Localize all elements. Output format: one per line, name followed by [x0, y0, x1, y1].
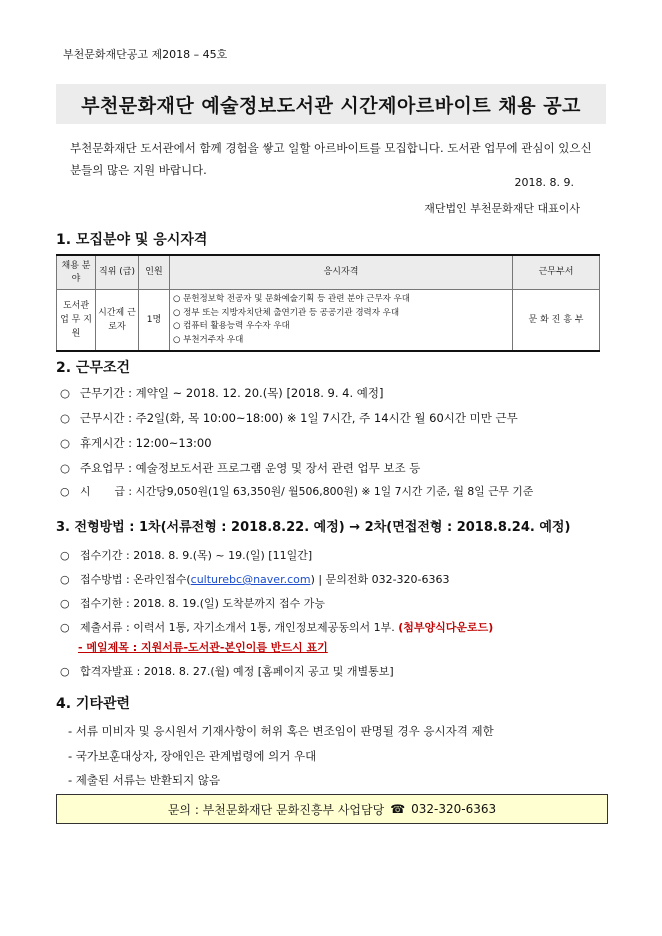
notice-signer: 재단법인 부천문화재단 대표이사 [424, 202, 580, 215]
selection-item: ○ 합격자발표 : 2018. 8. 27.(월) 예정 [홈페이지 공고 및 개별통보] [60, 665, 394, 678]
condition-item: ○ 근무기간 : 계약일 ~ 2018. 12. 20.(목) [2018. 9. 4. 예정] [60, 386, 384, 400]
circle-bullet-icon: ○ [60, 665, 70, 678]
condition-item: ○ 시 급 : 시간당9,050원(1일 63,350원/ 월506,800원) ※ 1일 7시간 기준, 월 8일 근무 기준 [60, 485, 534, 498]
email-link[interactable]: culturebc@naver.com [190, 573, 311, 586]
circle-bullet-icon: ○ [60, 461, 71, 475]
etc-item: - 국가보훈대상자, 장애인은 관계법령에 의거 우대 [68, 749, 317, 763]
selection-item: ○ 접수기한 : 2018. 8. 19.(일) 도착분까지 접수 가능 [60, 597, 326, 610]
condition-text: 예술정보도서관 프로그램 운영 및 장서 관련 업무 보조 등 [135, 461, 421, 475]
cell-position: 시간제 근로자 [96, 290, 139, 352]
cell-qualifications [170, 290, 513, 352]
notice-date: 2018. 8. 9. [514, 176, 574, 189]
section-heading-selection: 3. 전형방법 : 1차(서류전형 : 2018.8.22. 예정) → 2차(면접전형 : 2018.8.24. 예정) [56, 520, 571, 535]
selection-label: 접수기간 [80, 549, 123, 562]
page-title-text: 부천문화재단 예술정보도서관 시간제아르바이트 채용 공고 [81, 94, 581, 117]
contact-box [56, 794, 608, 824]
qualification-item: ○ 문헌정보학 전공자 및 문화예술기획 등 관련 분야 근무자 우대 [173, 294, 411, 304]
condition-item: ○ 주요업무 : 예술정보도서관 프로그램 운영 및 장서 관련 업무 보조 등 [60, 461, 421, 475]
cell-field: 도서관 업 무 지 원 [57, 290, 96, 352]
circle-bullet-icon: ○ [60, 621, 70, 634]
selection-text: 2018. 8. 27.(월) 예정 [홈페이지 공고 및 개별통보] [143, 665, 394, 678]
qualification-item: ○ 컴퓨터 활용능력 우수자 우대 [173, 321, 290, 331]
section-heading-conditions: 2. 근무조건 [56, 360, 131, 376]
condition-text: 계약일 ~ 2018. 12. 20.(목) [2018. 9. 4. 예정] [135, 386, 384, 400]
selection-label: 합격자발표 [80, 665, 134, 678]
section-heading-recruitment: 1. 모집분야 및 응시자격 [56, 232, 208, 248]
selection-text: 온라인접수( [133, 573, 191, 586]
selection-text: 2018. 8. 9.(목) ~ 19.(일) [11일간] [133, 549, 313, 562]
mail-subject-note: - 메일제목 : 지원서류-도서관-본인이름 반드시 표기 [78, 641, 328, 654]
table-header-row [57, 255, 600, 290]
phone-icon: ☎ [390, 802, 406, 816]
condition-item: ○ 휴게시간 : 12:00~13:00 [60, 436, 212, 450]
selection-item: ○ 접수방법 : 온라인접수(culturebc@naver.com) | 문의전화 032-320-6363 [60, 573, 450, 586]
cell-count: 1명 [139, 290, 170, 352]
selection-text: 2018. 8. 19.(일) 도착분까지 접수 가능 [133, 597, 326, 610]
circle-bullet-icon: ○ [60, 436, 71, 450]
condition-label: 휴게시간 [80, 436, 125, 450]
header-qualification: 응시자격 [170, 255, 513, 290]
header-field: 채용 분야 [57, 255, 96, 290]
cell-dept: 문 화 진 흥 부 [513, 290, 600, 352]
selection-label: 제출서류 [80, 621, 123, 634]
condition-text: 12:00~13:00 [135, 436, 212, 450]
qualification-item: ○ 부천거주자 우대 [173, 334, 244, 345]
notice-number: 부천문화재단공고 제2018 – 45호 [63, 48, 228, 61]
circle-bullet-icon: ○ [60, 411, 71, 425]
selection-item: ○ 접수기간 : 2018. 8. 9.(목) ~ 19.(일) [11일간] [60, 549, 313, 562]
condition-label: 시 급 [80, 485, 125, 498]
condition-item: ○ 근무시간 : 주2일(화, 목 10:00~18:00) ※ 1일 7시간, 주 14시간 월 60시간 미만 근무 [60, 411, 518, 425]
table-row [57, 290, 600, 352]
selection-label: 접수기한 [80, 597, 123, 610]
condition-text: 주2일(화, 목 10:00~18:00) ※ 1일 7시간, 주 14시간 월 60시간 미만 근무 [135, 411, 518, 425]
selection-text: ) | 문의전화 032-320-6363 [310, 573, 450, 586]
circle-bullet-icon: ○ [60, 573, 70, 586]
contact-phone: 032-320-6363 [411, 802, 497, 816]
selection-item: ○ 제출서류 : 이력서 1통, 자기소개서 1통, 개인정보제공동의서 1부. (첨부양식다운로드) [60, 621, 494, 634]
circle-bullet-icon: ○ [60, 597, 70, 610]
recruitment-table [56, 254, 600, 352]
header-dept: 근무부서 [513, 255, 600, 290]
circle-bullet-icon: ○ [60, 549, 70, 562]
qualification-item: ○ 정부 또는 지방자치단체 출연기관 등 공공기관 경력자 우대 [173, 307, 400, 318]
contact-text: 문의 : 부천문화재단 문화진흥부 사업담당 [167, 802, 385, 817]
selection-label: 접수방법 [80, 573, 123, 586]
header-position: 직위 (급) [96, 255, 139, 290]
intro-text: 부천문화재단 도서관에서 함께 경험을 쌓고 일할 아르바이트를 모집합니다. 도서관 업무에 관심이 있으신 분들의 많은 지원 바랍니다. [70, 141, 592, 177]
etc-item: - 제출된 서류는 반환되지 않음 [68, 773, 221, 787]
condition-label: 근무시간 [80, 411, 125, 425]
condition-text: 시간당9,050원(1일 63,350원/ 월506,800원) ※ 1일 7시간 기준, 월 8일 근무 기준 [135, 485, 534, 498]
condition-label: 근무기간 [80, 386, 125, 400]
circle-bullet-icon: ○ [60, 485, 70, 498]
header-count: 인원 [139, 255, 170, 290]
selection-text: 이력서 1통, 자기소개서 1통, 개인정보제공동의서 1부. [133, 621, 399, 634]
condition-label: 주요업무 [80, 461, 125, 475]
page-title [56, 84, 606, 124]
circle-bullet-icon: ○ [60, 386, 71, 400]
section-heading-etc: 4. 기타관련 [56, 696, 131, 712]
form-download-link[interactable]: (첨부양식다운로드) [398, 621, 494, 634]
etc-item: - 서류 미비자 및 응시원서 기재사항이 허위 혹은 변조임이 판명될 경우 응시자격 제한 [68, 724, 494, 738]
